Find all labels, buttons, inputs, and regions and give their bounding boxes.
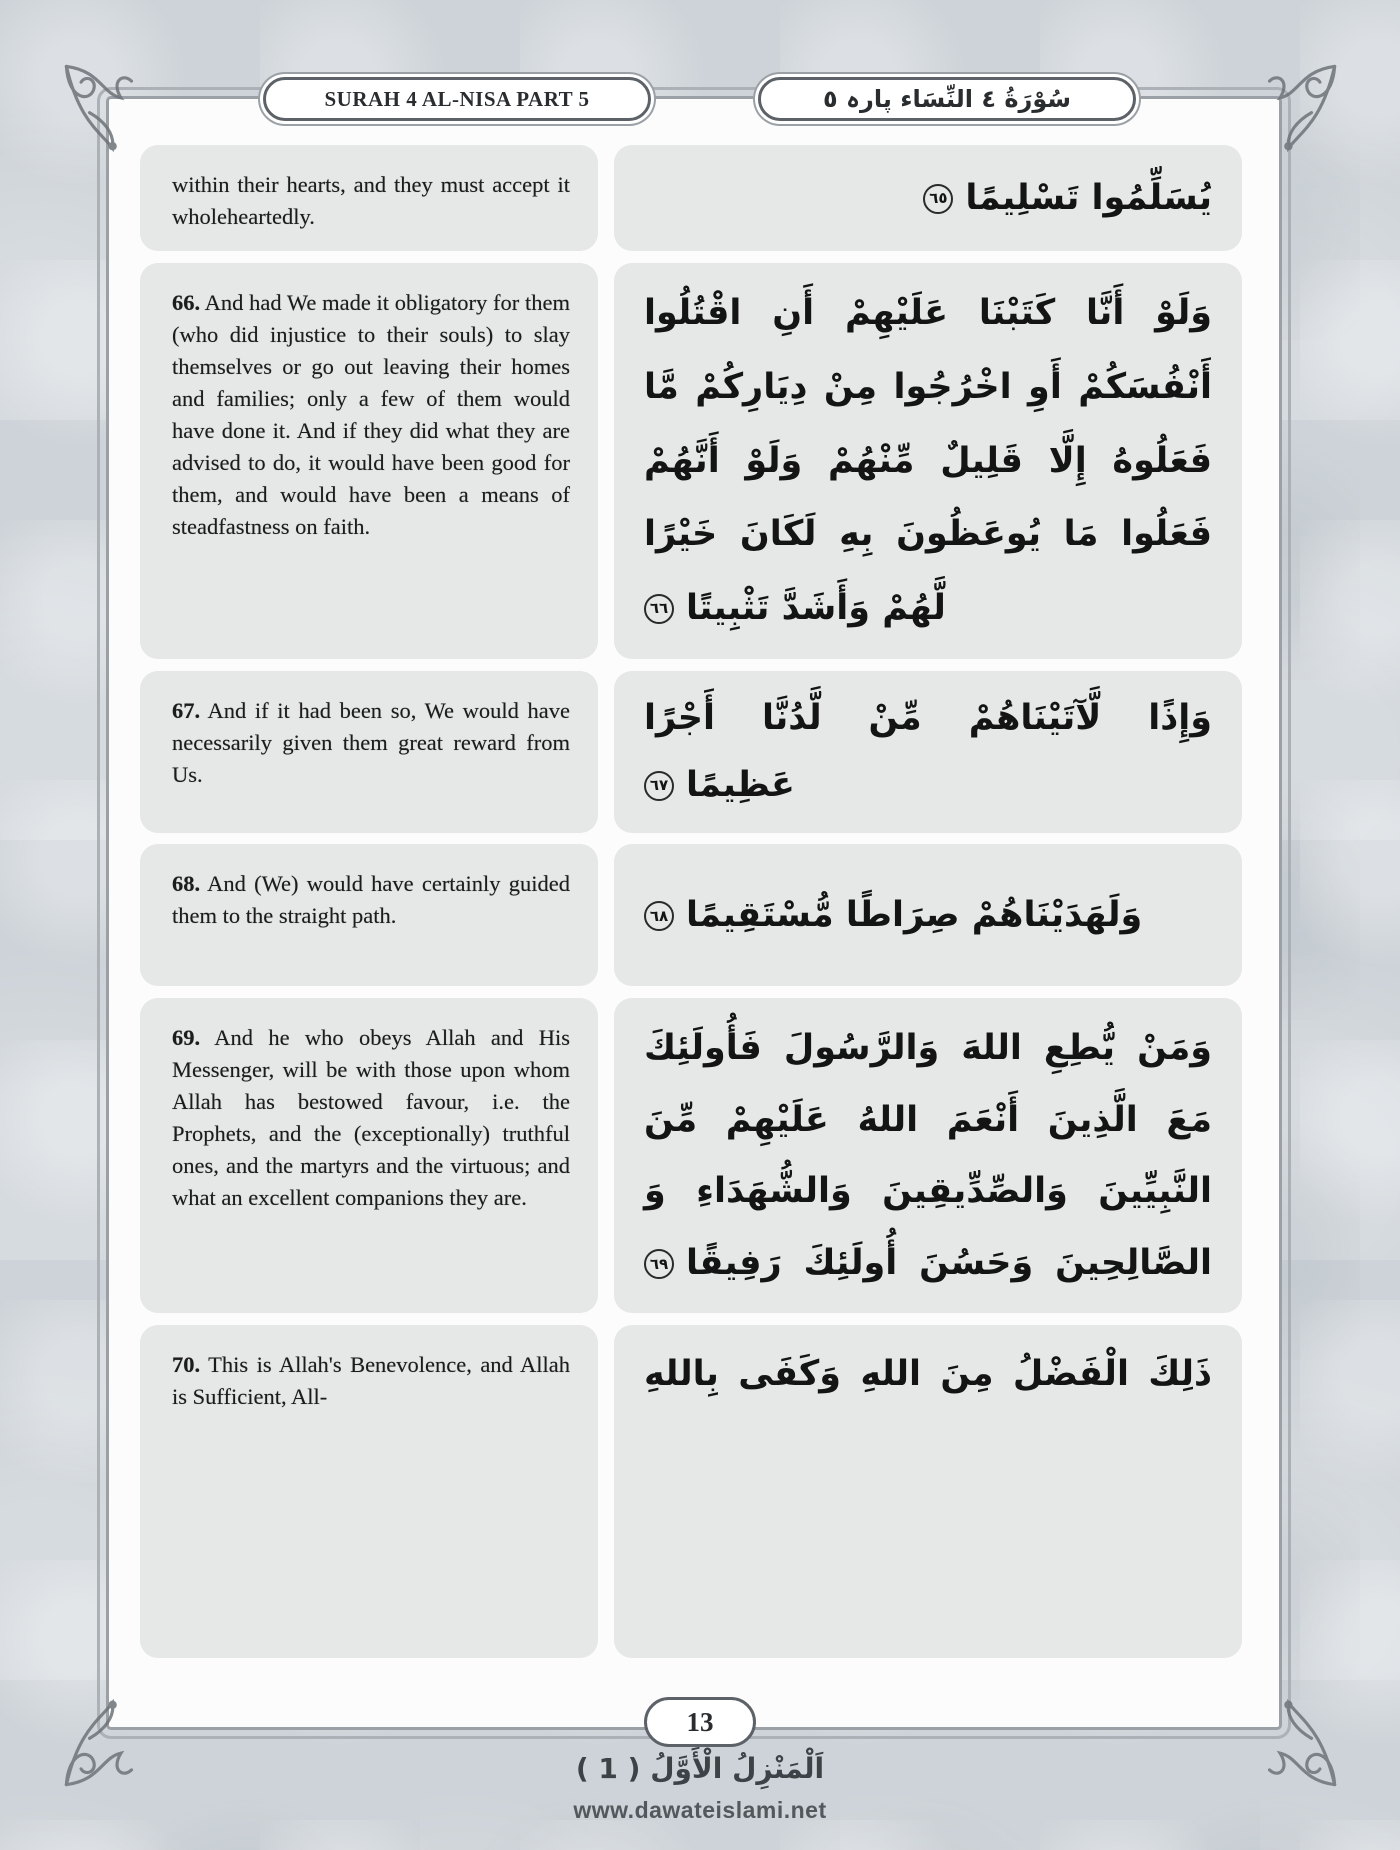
ayah-marker: ٦٧ — [644, 771, 674, 801]
arabic-text: فَعَلُوا مَا يُوعَظُونَ بِهِ لَكَانَ خَيْرًا — [644, 514, 1212, 555]
verse-number: 66. — [172, 289, 201, 315]
translation-text: 69. And he who obeys Allah and His Messenger, will be with those upon whom Allah has bestowed favour, i.e. the Prophets, and the (exceptionally) truthful ones, and the martyrs and the virtuous; and what an excellent companions they are. — [172, 1025, 570, 1211]
translation-text: 67. And if it had been so, We would have necessarily given them great reward from Us. — [172, 697, 570, 787]
ayah-marker: ٦٥ — [923, 184, 953, 214]
arabic-line — [644, 1236, 1212, 1290]
translation-text: within their hearts, and they must accept it wholeheartedly. — [172, 172, 570, 229]
website-url: www.dawateislami.net — [573, 1797, 827, 1823]
translation-block — [140, 844, 598, 986]
translation-block — [140, 671, 598, 833]
translation-block — [140, 1325, 598, 1658]
verse-row — [140, 263, 1242, 659]
arabic-text: الصَّالِحِينَ وَحَسُنَ أُولَئِكَ رَفِيقًا — [686, 1243, 1212, 1284]
ayah-marker: ٦٦ — [644, 594, 674, 624]
arabic-block — [614, 998, 1242, 1313]
arabic-text: أَنْفُسَكُمْ أَوِ اخْرُجُوا مِنْ دِيَارِكُمْ مَّا — [644, 367, 1212, 408]
surah-title-arabic-cartouche — [758, 77, 1136, 121]
arabic-block — [614, 145, 1242, 251]
arabic-text: وَلَوْ أَنَّا كَتَبْنَا عَلَيْهِمْ أَنِ اقْتُلُوا — [644, 293, 1212, 334]
ayah-marker: ٦٩ — [644, 1249, 674, 1279]
arabic-text: وَمَنْ يُّطِعِ اللهَ وَالرَّسُولَ فَأُولَئِكَ — [644, 1027, 1212, 1068]
translation-text: 66. And had We made it obligatory for them (who did injustice to their souls) to slay themselves or go out leaving their homes and families; only a few of them would have done it. And if they did what they are advised to do, it would have been good for them, and would have been a means of steadfastness on faith. — [172, 289, 570, 539]
surah-title: SURAH 4 AL-NISA PART 5 — [324, 86, 590, 111]
arabic-block — [614, 263, 1242, 659]
page-number-cartouche — [644, 1697, 756, 1747]
translation-text: 68. And (We) would have certainly guided them to the straight path. — [172, 871, 570, 929]
verse-number: 67. — [172, 697, 201, 723]
arabic-line — [644, 1021, 1212, 1075]
verse-rows — [140, 145, 1242, 1658]
verse-number: 70. — [172, 1351, 201, 1377]
arabic-text: وَإِذًا لَّآتَيْنَاهُمْ مِّنْ لَّدُنَّا أَجْرًا — [644, 697, 1212, 738]
translation-block — [140, 263, 598, 659]
surah-title-cartouche — [263, 77, 651, 121]
arabic-line — [644, 1347, 1212, 1401]
arabic-line — [644, 581, 1212, 635]
verse-row — [140, 998, 1242, 1313]
arabic-line — [644, 360, 1212, 414]
arabic-text: مَعَ الَّذِينَ أَنْعَمَ اللهُ عَلَيْهِمْ مِّنَ — [644, 1099, 1212, 1140]
arabic-line — [644, 1164, 1212, 1218]
arabic-text: عَظِيمًا — [686, 764, 795, 805]
page-number: 13 — [686, 1706, 714, 1737]
translation-text: 70. This is Allah's Benevolence, and Allah is Sufficient, All- — [172, 1351, 570, 1409]
arabic-line — [644, 434, 1212, 488]
arabic-text: يُسَلِّمُوا تَسْلِيمًا — [965, 177, 1212, 218]
arabic-text: ذَلِكَ الْفَضْلُ مِنَ اللهِ وَكَفَى بِاللهِ — [644, 1353, 1212, 1394]
verse-number: 68. — [172, 871, 201, 897]
verse-row — [140, 1325, 1242, 1658]
corner-ornament-icon — [1238, 58, 1343, 163]
arabic-line — [644, 758, 1212, 812]
verse-row — [140, 145, 1242, 251]
arabic-line — [644, 691, 1212, 745]
manzil-label: اَلْمَنْزِلُ الْأَوَّلُ ( 1 ) — [575, 1752, 825, 1785]
arabic-line — [644, 286, 1212, 340]
verse-row — [140, 671, 1242, 833]
arabic-block — [614, 844, 1242, 986]
arabic-text: لَّهُمْ وَأَشَدَّ تَثْبِيتًا — [686, 587, 946, 628]
translation-block — [140, 145, 598, 251]
arabic-block — [614, 1325, 1242, 1658]
arabic-line — [644, 888, 1212, 942]
arabic-line — [644, 507, 1212, 561]
ayah-marker: ٦٨ — [644, 901, 674, 931]
arabic-text: النَّبِيِّينَ وَالصِّدِّيقِينَ وَالشُّهَدَاءِ وَ — [644, 1171, 1212, 1212]
arabic-line — [644, 171, 1212, 225]
translation-block — [140, 998, 598, 1313]
verse-row — [140, 844, 1242, 986]
arabic-block — [614, 671, 1242, 833]
arabic-text: وَلَهَدَيْنَاهُمْ صِرَاطًا مُّسْتَقِيمًا — [686, 895, 1143, 936]
surah-title-arabic: سُوْرَةُ ٤ النِّسَاء پارہ ٥ — [822, 85, 1072, 113]
arabic-line — [644, 1093, 1212, 1147]
verse-number: 69. — [172, 1025, 201, 1051]
arabic-text: فَعَلُوهُ إِلَّا قَلِيلٌ مِّنْهُمْ وَلَوْ أَنَّهُمْ — [644, 440, 1212, 481]
